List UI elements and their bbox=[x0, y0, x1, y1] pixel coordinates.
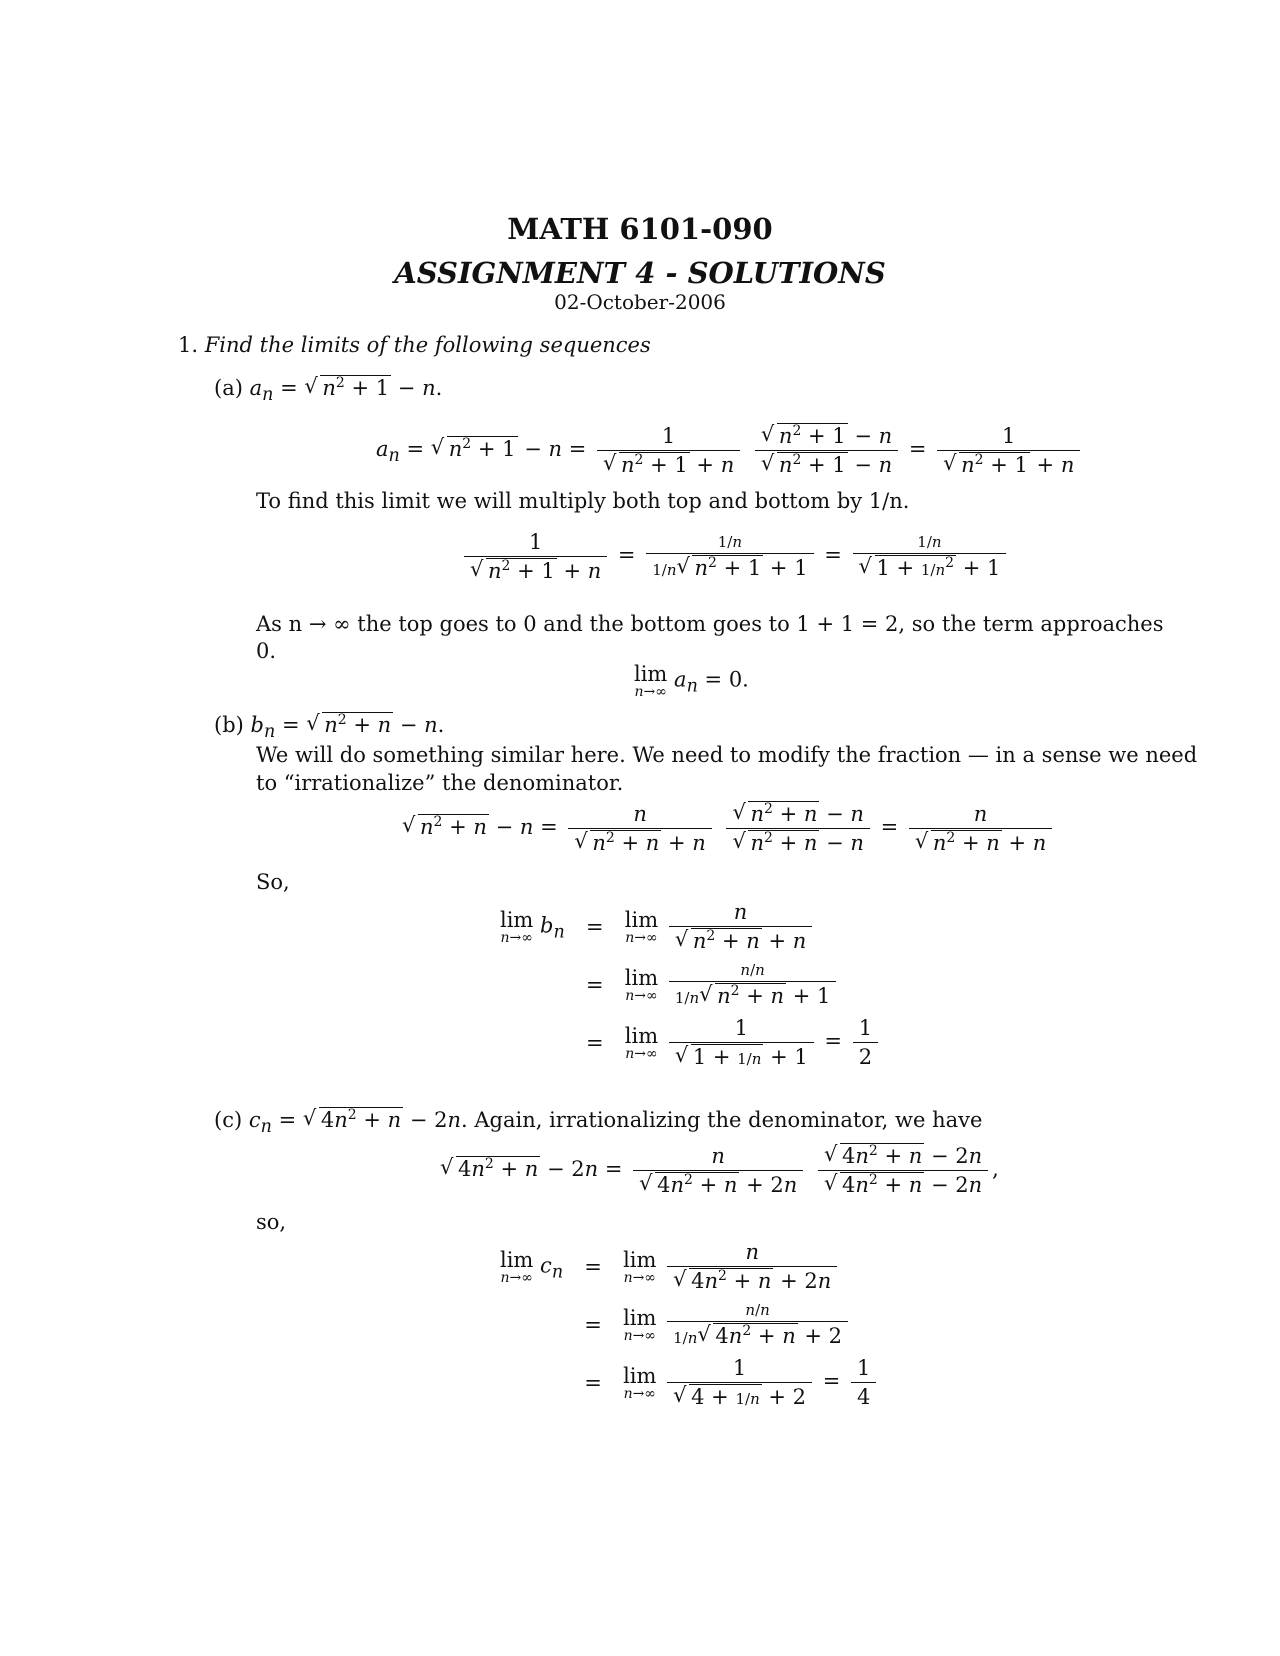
part-b-text-1: We will do something similar here. We need to modify the fraction — in a sense we need bbox=[256, 743, 1198, 767]
part-a-limit-result: = 0. bbox=[704, 667, 749, 692]
part-b-text-2: to “irrationalize” the denominator. bbox=[256, 771, 624, 795]
part-a-text-3: 0. bbox=[256, 639, 277, 663]
part-c-limit-chain: lim n→∞ $c_n$ = lim n→∞ n √ $4n^2 + n + 2n$ = lim n→∞ $\frac{n/n}{1/n√ 4n^2 + n + 2}$ = lim n→∞ 1 √ 4 + 1/n + 2 = $\frac{1}{4}$ bbox=[500, 1240, 880, 1409]
part-c-so: so, bbox=[256, 1210, 287, 1234]
part-c-result-den: 4 bbox=[851, 1382, 876, 1409]
part-b-label: (b) bbox=[214, 713, 244, 737]
part-a-equation-1: $a_n$ = √ $n^2 + 1 - n$ = 1 √ $n^2 + 1 + n$ √ $n^2 + 1 - n$ √ $n^2 + 1 - n$ = 1 √ $n^2 + 1 + n$ bbox=[376, 424, 1084, 477]
problem-heading bbox=[178, 333, 651, 357]
part-a-label: (a) bbox=[214, 376, 243, 400]
problem-prompt: Find the limits of the following sequences bbox=[204, 333, 651, 357]
part-b-so: So, bbox=[256, 870, 290, 894]
date: 02-October-2006 bbox=[554, 290, 726, 314]
part-c-statement: (c) $c_n$ = √ $4n^2 + n - 2n$. Again, irrationalizing the denominator, we have bbox=[214, 1108, 982, 1137]
part-b-result-num: 1 bbox=[858, 1016, 873, 1040]
part-a-statement: (a) $a_n$ = √ $n^2 + 1 - n$. bbox=[214, 376, 442, 405]
part-b-equation-1: √ $n^2 + n - n$ = n √ $n^2 + n + n$ √ $n^2 + n - n$ √ $n^2 + n - n$ = n √ $n^2 + n + n$ bbox=[402, 802, 1056, 855]
part-a-equation-2: 1 √ $n^2 + 1 + n$ = $\frac{1/n}{1/n√ n^2 + 1 + 1}$ = 1/n √ $1 + 1/n^2 + 1$ bbox=[460, 530, 1010, 583]
problem-number: 1. bbox=[178, 333, 199, 357]
part-c-text-1: . Again, irrationalizing the denominator, we have bbox=[461, 1108, 983, 1132]
course-title: MATH 6101-090 bbox=[507, 212, 773, 246]
part-c-equation-1: √ $4n^2 + n - 2n$ = n √ $4n^2 + n + 2n$ √ $4n^2 + n - 2n$ √ $4n^2 + n - 2n$ , bbox=[440, 1144, 999, 1197]
part-b-statement: (b) $b_n$ = √ $n^2 + n - n$. bbox=[214, 713, 444, 742]
part-c-result-num: 1 bbox=[857, 1356, 871, 1380]
assignment-title: ASSIGNMENT 4 - SOLUTIONS bbox=[394, 256, 886, 290]
part-a-text-2: As n → ∞ the top goes to 0 and the bottom goes to 1 + 1 = 2, so the term approaches bbox=[256, 612, 1164, 636]
part-a-limit: lim n→∞ $a_n = 0$. bbox=[634, 662, 749, 700]
part-c-label: (c) bbox=[214, 1108, 243, 1132]
part-b-result-den: 2 bbox=[853, 1042, 878, 1069]
part-a-text-1: To find this limit we will multiply both top and bottom by 1/n. bbox=[256, 489, 910, 513]
part-b-limit-chain: lim n→∞ $b_n$ = lim n→∞ n √ $n^2 + n + n$ = lim n→∞ $\frac{n/n}{1/n√ n^2 + n + 1}$ = lim n→∞ 1 √ 1 + 1/n + 1 = $\frac{1}{2}$ bbox=[500, 900, 882, 1069]
